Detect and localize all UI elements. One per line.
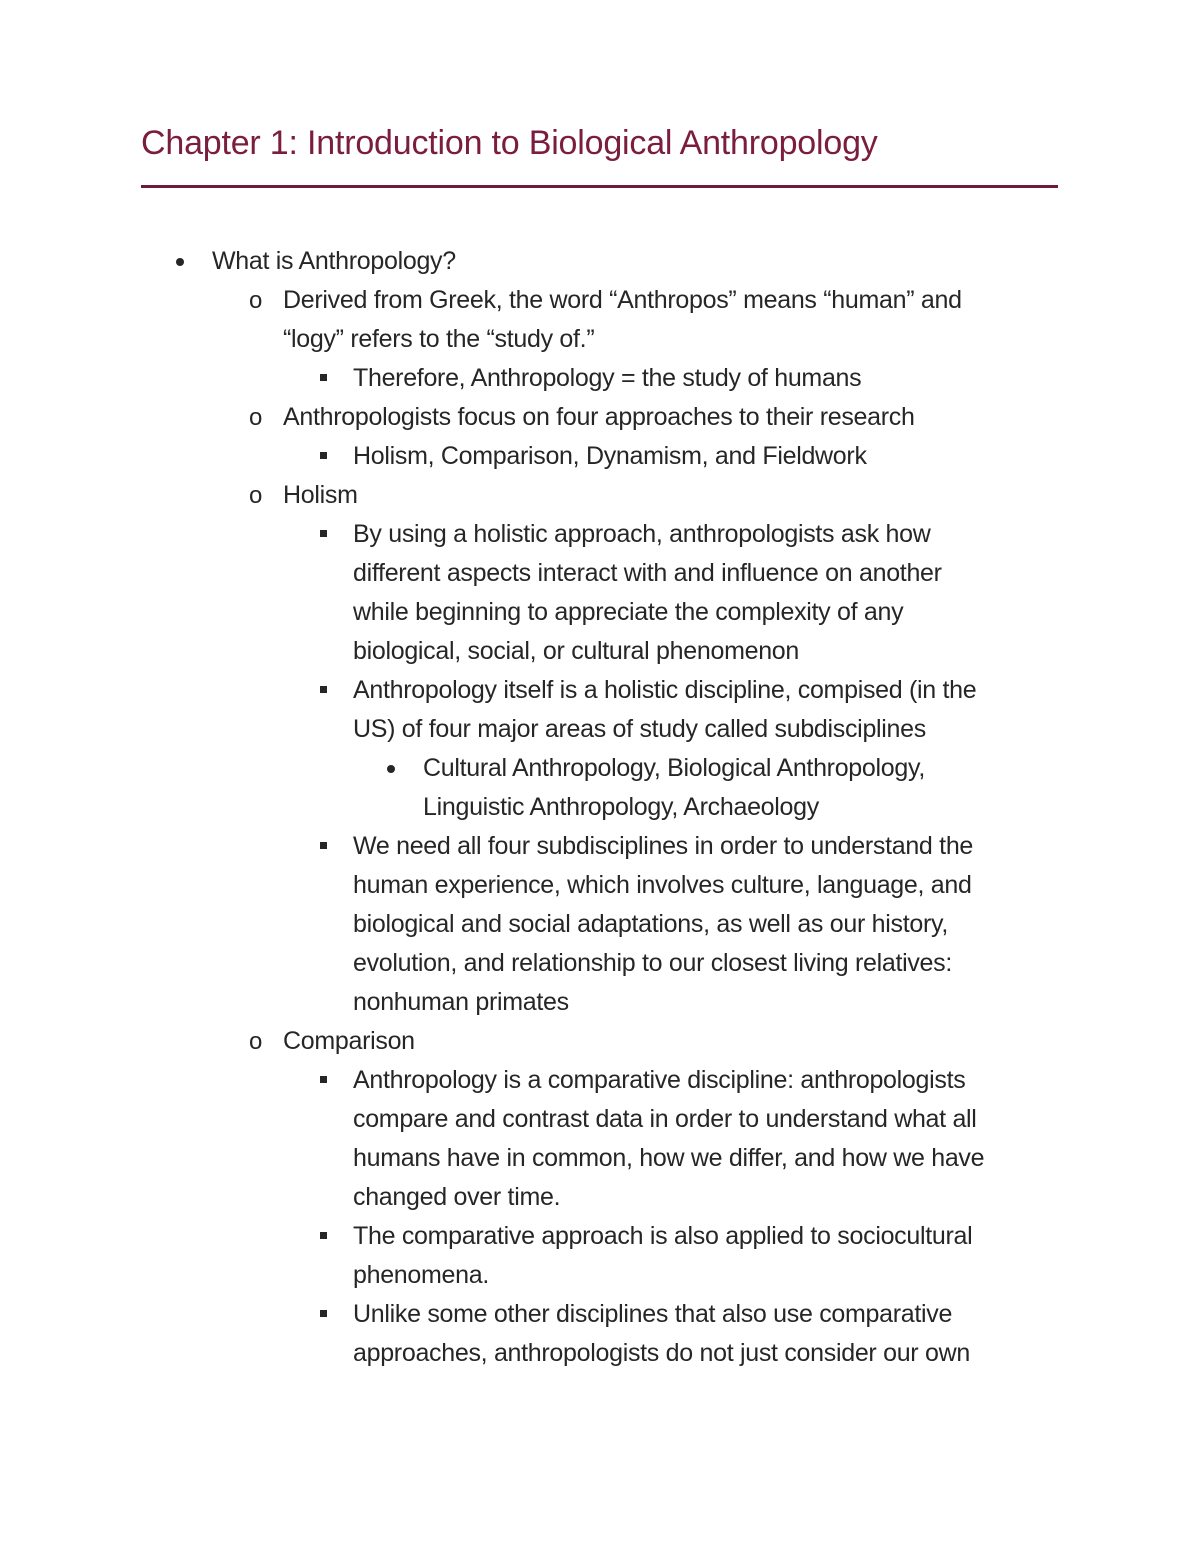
outline-line: biological and social adaptations, as well as our history, bbox=[353, 910, 948, 938]
bullet-square-icon bbox=[320, 452, 327, 459]
outline-line: nonhuman primates bbox=[353, 988, 569, 1016]
bullet-square-icon bbox=[320, 374, 327, 381]
outline-line: US) of four major areas of study called subdisciplines bbox=[353, 715, 926, 743]
bullet-ring-icon: o bbox=[249, 482, 263, 509]
chapter-title: Chapter 1: Introduction to Biological Anthropology bbox=[141, 124, 878, 162]
outline-line: approaches, anthropologists do not just consider our own bbox=[353, 1339, 970, 1367]
bullet-square-icon bbox=[320, 1310, 327, 1317]
outline-line: compare and contrast data in order to understand what all bbox=[353, 1105, 977, 1133]
bullet-ring-icon: o bbox=[249, 404, 263, 431]
title-underline bbox=[141, 185, 1058, 188]
outline-line: Cultural Anthropology, Biological Anthropology, bbox=[423, 754, 925, 782]
outline-line: changed over time. bbox=[353, 1183, 561, 1211]
outline-line: The comparative approach is also applied to sociocultural bbox=[353, 1222, 973, 1250]
outline-line: Unlike some other disciplines that also use comparative bbox=[353, 1300, 953, 1328]
outline-line: Therefore, Anthropology = the study of humans bbox=[353, 364, 862, 392]
outline-line: What is Anthropology? bbox=[212, 247, 456, 275]
outline-line: By using a holistic approach, anthropologists ask how bbox=[353, 520, 931, 548]
outline-line: Comparison bbox=[283, 1027, 415, 1055]
outline-line: while beginning to appreciate the complexity of any bbox=[353, 598, 904, 626]
outline-line: “logy” refers to the “study of.” bbox=[283, 325, 595, 353]
outline-line: Anthropologists focus on four approaches to their research bbox=[283, 403, 915, 431]
outline-line: Linguistic Anthropology, Archaeology bbox=[423, 793, 819, 821]
outline-line: Holism bbox=[283, 481, 358, 509]
bullet-square-icon bbox=[320, 1076, 327, 1083]
outline-line: Anthropology is a comparative discipline: anthropologists bbox=[353, 1066, 966, 1094]
bullet-square-icon bbox=[320, 530, 327, 537]
outline-line: different aspects interact with and influence on another bbox=[353, 559, 942, 587]
outline-line: phenomena. bbox=[353, 1261, 490, 1289]
outline-line: humans have in common, how we differ, and how we have bbox=[353, 1144, 985, 1172]
bullet-square-icon bbox=[320, 842, 327, 849]
outline-line: Derived from Greek, the word “Anthropos” means “human” and bbox=[283, 286, 962, 314]
bullet-ring-icon: o bbox=[249, 287, 263, 314]
bullet-square-icon bbox=[320, 686, 327, 693]
outline-line: human experience, which involves culture, language, and bbox=[353, 871, 972, 899]
bullet-ring-icon: o bbox=[249, 1028, 263, 1055]
outline-line: evolution, and relationship to our closest living relatives: bbox=[353, 949, 953, 977]
outline-line: biological, social, or cultural phenomenon bbox=[353, 637, 800, 665]
bullet-dot-icon bbox=[176, 258, 184, 266]
outline-line: We need all four subdisciplines in order to understand the bbox=[353, 832, 974, 860]
bullet-dot-icon bbox=[387, 765, 395, 773]
outline-line: Holism, Comparison, Dynamism, and Fieldwork bbox=[353, 442, 867, 470]
outline-line: Anthropology itself is a holistic discipline, compised (in the bbox=[353, 676, 977, 704]
bullet-square-icon bbox=[320, 1232, 327, 1239]
